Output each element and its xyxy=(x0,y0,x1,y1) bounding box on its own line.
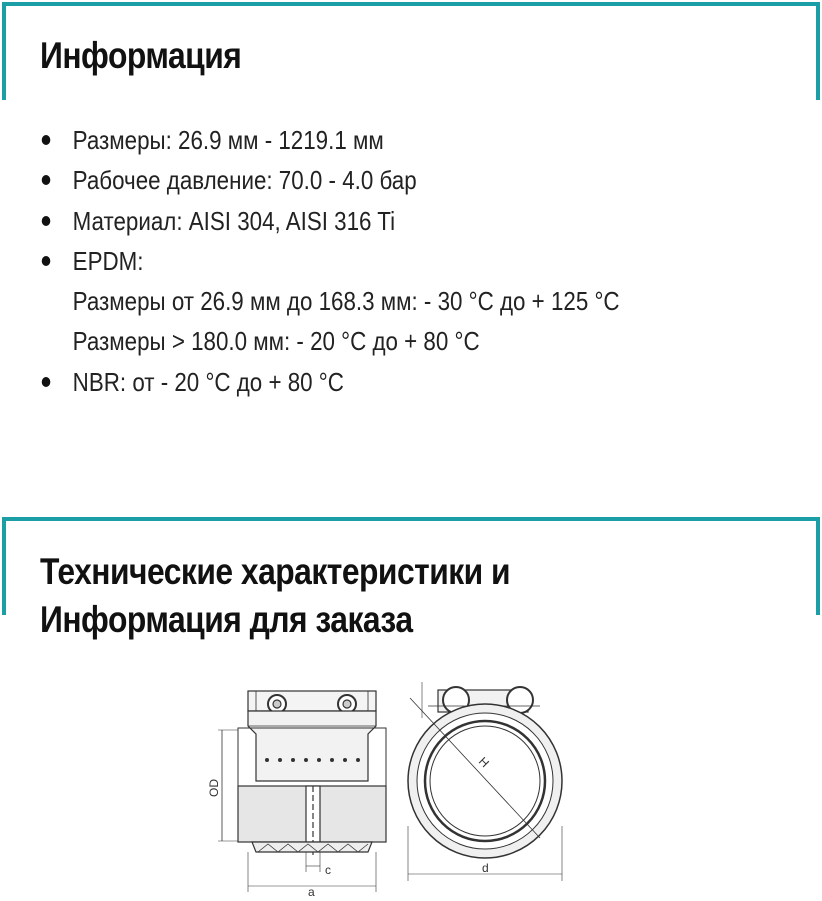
list-item xyxy=(40,201,620,241)
label-c: c xyxy=(325,863,331,877)
bullet-icon xyxy=(42,216,51,226)
heading-line: Технические характеристики и xyxy=(40,551,511,592)
list-subitem: Размеры от 26.9 мм до 168.3 мм: - 30 °C до + 125 °C xyxy=(72,286,620,317)
list-item-text: Размеры: 26.9 мм - 1219.1 мм xyxy=(72,125,384,155)
bullet-icon xyxy=(42,256,51,266)
bullet-icon xyxy=(42,377,51,387)
label-d: d xyxy=(482,861,489,875)
label-a: a xyxy=(308,885,315,899)
list-item xyxy=(40,241,620,362)
section-heading-specs xyxy=(40,548,510,644)
list-item-text: Материал: AISI 304, AISI 316 Ti xyxy=(72,205,396,236)
label-od: OD xyxy=(207,779,221,797)
list-subitem: Размеры > 180.0 мм: - 20 °C до + 80 °C xyxy=(72,326,480,357)
list-item-text: EPDM: xyxy=(72,245,144,276)
side-view xyxy=(408,682,562,881)
heading-line: Информация для заказа xyxy=(40,599,413,640)
bullet-icon xyxy=(42,135,51,145)
list-item xyxy=(40,120,620,160)
technical-drawing xyxy=(200,676,580,901)
list-item-text: Рабочее давление: 70.0 - 4.0 бар xyxy=(72,165,417,196)
list-item xyxy=(40,362,620,402)
bullet-icon xyxy=(42,175,51,185)
info-list xyxy=(40,120,714,402)
label-h: H xyxy=(475,754,492,771)
list-item xyxy=(40,160,620,200)
section-heading-info: Информация xyxy=(40,35,242,76)
list-item-text: NBR: от - 20 °C до + 80 °C xyxy=(72,366,344,397)
front-view xyxy=(207,691,386,899)
